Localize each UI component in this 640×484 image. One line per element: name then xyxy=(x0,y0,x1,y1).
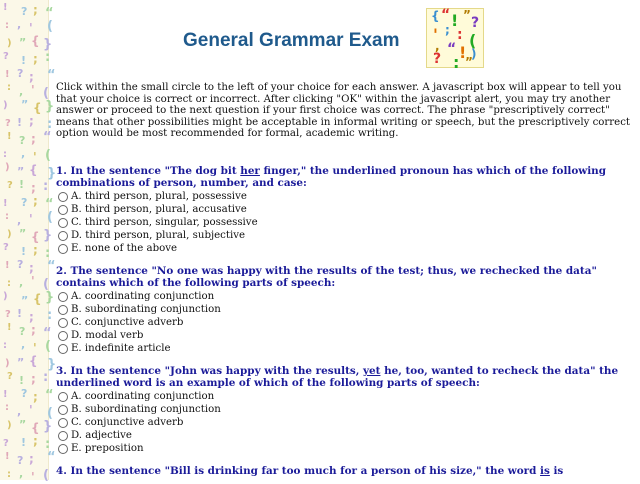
answer-option: A. third person, plural, possessive xyxy=(56,190,634,203)
answer-option: A. coordinating conjunction xyxy=(56,390,634,403)
punctuation-glyph: ; xyxy=(31,323,36,337)
punctuation-glyph: : xyxy=(43,179,49,194)
punctuation-glyph: { xyxy=(29,354,38,368)
punctuation-glyph: : xyxy=(5,20,9,31)
punctuation-glyph: ! xyxy=(5,260,10,271)
question-text: 2. The sentence "No one was happy with the results of the test; thus, we rechecked the data" contains which of the following parts of speech: xyxy=(56,265,597,290)
logo-glyph: ” xyxy=(463,8,471,22)
logo-glyph: ) xyxy=(471,47,477,61)
radio-button[interactable] xyxy=(58,205,68,215)
logo-glyph: : xyxy=(453,53,460,72)
punctuation-glyph: } xyxy=(43,228,53,243)
punctuation-glyph: ! xyxy=(3,389,8,400)
punctuation-glyph: ” xyxy=(19,418,27,431)
punctuation-glyph: ) xyxy=(3,291,8,302)
punctuation-glyph: ! xyxy=(21,54,27,67)
decorative-border xyxy=(0,0,57,484)
question-text: 4. In the sentence "Bill is drinking far too much for a person of his size," the word is is xyxy=(56,465,564,477)
radio-button[interactable] xyxy=(58,418,68,428)
punctuation-glyph: : xyxy=(3,340,7,351)
logo-glyph: ? xyxy=(433,51,442,67)
question-text: 3. In the sentence "John was happy with the results, yet he, too, wanted to recheck the data" the underlined word is an example of which of the following parts of speech: xyxy=(56,365,619,390)
punctuation-glyph: : xyxy=(3,149,7,160)
radio-button[interactable] xyxy=(58,218,68,228)
logo-glyph: , xyxy=(435,39,440,53)
logo-glyph: ” xyxy=(465,55,473,69)
punctuation-glyph: ' xyxy=(31,470,35,484)
punctuation-glyph: ' xyxy=(29,21,33,35)
punctuation-glyph: ? xyxy=(7,371,13,382)
question-2 xyxy=(56,265,634,355)
punctuation-glyph: ? xyxy=(3,438,9,449)
punctuation-glyph: } xyxy=(47,166,57,181)
punctuation-glyph: } xyxy=(45,290,55,305)
punctuation-glyph: } xyxy=(45,99,55,114)
punctuation-glyph: ” xyxy=(21,294,29,307)
punctuation-glyph: ” xyxy=(17,356,25,369)
instructions: Click within the small circle to the left of your choice for each answer. A javascript box will appear to tell you that your choice is correct or incorrect. After clicking "OK" within the javascript alert, you may try another answer or proceed to the next question if your first choice was correct. The phrase "prescriptively correct" means that other possibilities might be acceptable in informal writing or speech, but the prescriptively correct option would be most recommended for formal, academic writing. xyxy=(56,82,630,140)
question-text: 1. In the sentence "The dog bit her finger," the underlined pronoun has which of the following combinations of person, number, and case: xyxy=(56,165,606,190)
punctuation-glyph: , xyxy=(21,338,26,351)
punctuation-glyph: ? xyxy=(21,387,28,400)
punctuation-glyph: ; xyxy=(31,372,36,386)
logo-glyph: ! xyxy=(451,11,459,30)
punctuation-glyph: : xyxy=(45,50,51,65)
punctuation-glyph: : xyxy=(45,246,51,261)
punctuation-glyph: : xyxy=(7,82,11,93)
logo-glyph: : xyxy=(457,27,463,43)
punctuation-glyph: ; xyxy=(29,452,34,466)
punctuation-glyph: ( xyxy=(45,148,51,163)
punctuation-glyph: ( xyxy=(47,406,53,421)
logo-glyph: ( xyxy=(469,31,477,50)
punctuation-glyph: ; xyxy=(31,181,36,195)
punctuation-glyph: ( xyxy=(47,19,53,34)
radio-button[interactable] xyxy=(58,431,68,441)
punctuation-glyph: ( xyxy=(47,210,53,225)
punctuation-glyph: ) xyxy=(5,162,10,173)
punctuation-glyph: : xyxy=(47,117,53,132)
punctuation-glyph: ; xyxy=(33,3,38,17)
punctuation-glyph: : xyxy=(7,278,11,289)
punctuation-glyph: ! xyxy=(21,436,27,449)
punctuation-glyph: { xyxy=(31,34,40,48)
punctuation-glyph: , xyxy=(17,405,22,418)
punctuation-glyph: “ xyxy=(45,197,54,212)
punctuation-glyph: ? xyxy=(7,180,13,191)
punctuation-glyph: ” xyxy=(19,227,27,240)
logo-glyph: “ xyxy=(441,7,451,23)
punctuation-glyph: : xyxy=(43,370,49,385)
punctuation-glyph: ” xyxy=(17,165,25,178)
punctuation-glyph: ! xyxy=(21,245,27,258)
punctuation-glyph: ' xyxy=(33,150,37,164)
punctuation-glyph: “ xyxy=(47,450,56,465)
logo-glyph: ' xyxy=(433,25,438,44)
answer-option: C. third person, singular, possessive xyxy=(56,216,634,229)
punctuation-glyph: ! xyxy=(17,116,23,129)
punctuation-glyph: ” xyxy=(19,36,27,49)
question-4 xyxy=(56,465,634,477)
underlined-word: is xyxy=(540,465,550,477)
punctuation-glyph: ) xyxy=(7,38,12,49)
punctuation-glyph: ” xyxy=(21,98,29,111)
punctuation-glyph: ; xyxy=(29,310,34,324)
punctuation-glyph: ; xyxy=(29,261,34,275)
punctuation-glyph: ? xyxy=(21,196,28,209)
punctuation-glyph: { xyxy=(33,101,42,115)
radio-button[interactable] xyxy=(58,331,68,341)
punctuation-glyph: “ xyxy=(45,388,54,403)
punctuation-glyph: : xyxy=(7,469,11,480)
radio-button[interactable] xyxy=(58,192,68,202)
radio-button[interactable] xyxy=(58,231,68,241)
answer-option: E. indefinite article xyxy=(56,342,634,355)
logo-glyph: { xyxy=(431,9,440,23)
punctuation-glyph: ! xyxy=(7,131,12,142)
punctuation-glyph: , xyxy=(17,214,22,227)
answer-option: B. third person, plural, accusative xyxy=(56,203,634,216)
punctuation-glyph: ; xyxy=(29,114,34,128)
logo-glyph: ! xyxy=(459,43,467,62)
punctuation-glyph: ; xyxy=(33,52,38,66)
punctuation-glyph: ? xyxy=(3,51,9,62)
punctuation-glyph: ! xyxy=(19,178,25,191)
answer-option: B. subordinating conjunction xyxy=(56,403,634,416)
punctuation-glyph: “ xyxy=(47,259,56,274)
punctuation-glyph: ? xyxy=(17,67,24,80)
punctuation-glyph: ? xyxy=(17,454,24,467)
answer-option: C. conjunctive adverb xyxy=(56,416,634,429)
page-title: General Grammar Exam xyxy=(183,30,400,51)
punctuation-glyph: ! xyxy=(7,322,12,333)
radio-button[interactable] xyxy=(58,392,68,402)
punctuation-glyph: ( xyxy=(43,468,49,483)
punctuation-glyph: { xyxy=(29,163,38,177)
answer-option: E. preposition xyxy=(56,442,634,455)
punctuation-glyph: : xyxy=(47,308,53,323)
answer-options xyxy=(56,290,634,355)
punctuation-glyph: “ xyxy=(43,326,52,341)
punctuation-glyph: ! xyxy=(3,2,8,13)
punctuation-glyph: “ xyxy=(47,68,56,83)
punctuation-glyph: ' xyxy=(33,341,37,355)
punctuation-glyph: } xyxy=(43,37,53,52)
question-1 xyxy=(56,165,634,255)
punctuation-glyph: ' xyxy=(31,274,35,288)
radio-button[interactable] xyxy=(58,405,68,415)
punctuation-glyph: ? xyxy=(3,242,9,253)
punctuation-glyph: , xyxy=(21,147,26,160)
punctuation-glyph: ? xyxy=(19,134,26,147)
punctuation-glyph: ) xyxy=(7,229,12,240)
radio-button[interactable] xyxy=(58,305,68,315)
punctuation-glyph: ? xyxy=(17,258,24,271)
punctuation-glyph: } xyxy=(47,357,57,372)
radio-button[interactable] xyxy=(58,292,68,302)
punctuation-glyph: ; xyxy=(33,194,38,208)
logo-glyph: ? xyxy=(471,15,480,31)
punctuation-glyph: ( xyxy=(43,277,49,292)
punctuation-glyph: ; xyxy=(29,70,34,84)
punctuation-glyph: ; xyxy=(33,390,38,404)
radio-button[interactable] xyxy=(58,244,68,254)
punctuation-glyph: ! xyxy=(3,198,8,209)
punctuation-glyph: ; xyxy=(33,434,38,448)
punctuation-glyph: { xyxy=(33,292,42,306)
punctuation-glyph: ' xyxy=(29,403,33,417)
exam-page xyxy=(56,0,634,480)
punctuation-glyph: ) xyxy=(7,420,12,431)
punctuation-glyph: , xyxy=(17,18,22,31)
punctuation-glyph: : xyxy=(5,211,9,222)
punctuation-glyph: ? xyxy=(5,118,11,129)
answer-option: D. third person, plural, subjective xyxy=(56,229,634,242)
answer-options xyxy=(56,390,634,455)
punctuation-glyph: ) xyxy=(5,358,10,369)
radio-button[interactable] xyxy=(58,344,68,354)
logo-glyph: “ xyxy=(447,41,457,57)
punctuation-glyph: ! xyxy=(19,374,25,387)
punctuation-glyph: “ xyxy=(43,130,52,145)
punctuation-glyph: ? xyxy=(21,5,28,18)
punctuation-glyph: ! xyxy=(5,69,10,80)
punctuation-glyph: ; xyxy=(33,243,38,257)
punctuation-glyph: ( xyxy=(43,86,49,101)
punctuation-glyph: ; xyxy=(31,132,36,146)
logo-glyph: ; xyxy=(445,23,450,37)
answer-option: D. adjective xyxy=(56,429,634,442)
punctuation-glyph: { xyxy=(31,230,40,244)
punctuation-glyph: ' xyxy=(31,83,35,97)
punctuation-glyph: ? xyxy=(19,325,26,338)
punctuation-glyph: “ xyxy=(45,6,54,21)
punctuation-glyph: ) xyxy=(3,100,8,111)
radio-button[interactable] xyxy=(58,318,68,328)
answer-option: D. modal verb xyxy=(56,329,634,342)
punctuation-glyph: ? xyxy=(5,309,11,320)
question-3 xyxy=(56,365,634,455)
underlined-word: yet xyxy=(363,365,381,377)
answer-options xyxy=(56,190,634,255)
answer-option: C. conjunctive adverb xyxy=(56,316,634,329)
radio-button[interactable] xyxy=(58,444,68,454)
punctuation-glyph: ! xyxy=(17,307,23,320)
underlined-word: her xyxy=(240,165,260,177)
punctuation-glyph: { xyxy=(31,421,40,435)
punctuation-glyph: , xyxy=(19,467,24,480)
punctuation-glyph: ' xyxy=(29,212,33,226)
punctuation-glyph: ( xyxy=(45,339,51,354)
answer-option: B. subordinating conjunction xyxy=(56,303,634,316)
punctuation-glyph: } xyxy=(43,419,53,434)
punctuation-glyph: , xyxy=(19,276,24,289)
punctuation-glyph: , xyxy=(19,85,24,98)
punctuation-glyph: : xyxy=(45,437,51,452)
punctuation-logo-icon xyxy=(426,7,484,72)
header xyxy=(56,0,634,78)
answer-option: A. coordinating conjunction xyxy=(56,290,634,303)
answer-option: E. none of the above xyxy=(56,242,634,255)
punctuation-glyph: ! xyxy=(5,451,10,462)
punctuation-glyph: : xyxy=(5,402,9,413)
